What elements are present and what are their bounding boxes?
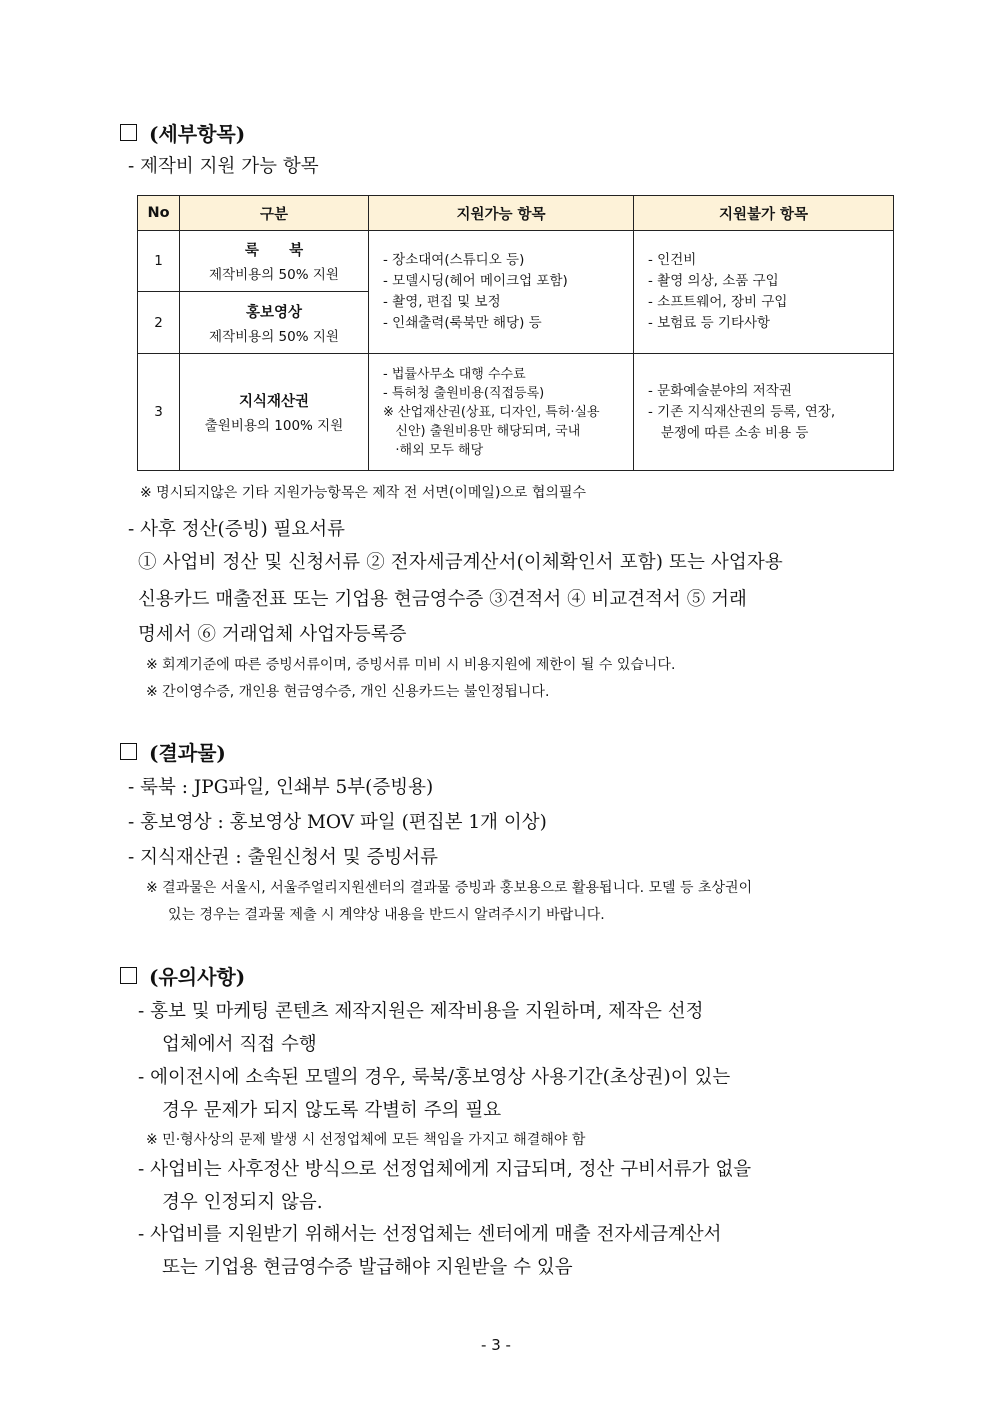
section-heading-results <box>120 737 226 766</box>
notice-item-cont: 업체에서 직접 수행 <box>162 1034 317 1055</box>
list-item: - 소프트웨어, 장비 구입 <box>648 294 788 310</box>
list-item: - 인쇄출력(룩북만 해당) 등 <box>383 315 542 331</box>
row-category <box>180 292 369 354</box>
header-disallowed: 지원불가 항목 <box>634 196 894 231</box>
list-item: ·해외 모두 해당 <box>383 442 484 458</box>
support-items-table <box>137 195 894 471</box>
notice-item: - 에이전시에 소속된 모델의 경우, 룩북/홍보영상 사용기간(초상권)이 있는 <box>138 1067 731 1088</box>
result-note: ※ 결과물은 서울시, 서울주얼리지원센터의 결과물 증빙과 홍보용으로 활용됩니다. 모델 등 초상권이 <box>146 880 753 896</box>
category-subtitle: 제작비용의 50% 지원 <box>209 328 339 345</box>
section-heading-label: (유의사항) <box>149 965 246 989</box>
notice-item-cont: 경우 인정되지 않음. <box>162 1192 323 1213</box>
allowed-items-cell <box>369 231 634 354</box>
notice-item: - 사업비는 사후정산 방식으로 선정업체에게 지급되며, 정산 구비서류가 없을 <box>138 1159 752 1180</box>
table-row <box>138 354 894 471</box>
header-no: No <box>138 196 180 231</box>
checkbox-square-icon <box>120 124 137 141</box>
row-category <box>180 231 369 292</box>
category-subtitle: 출원비용의 100% 지원 <box>204 418 344 434</box>
list-item: ※ 산업재산권(상표, 디자인, 특허·실용 <box>383 404 600 420</box>
list-item: - 보험료 등 기타사항 <box>648 315 771 331</box>
list-item: 분쟁에 따른 소송 비용 등 <box>648 424 809 441</box>
notice-item: - 홍보 및 마케팅 콘텐츠 제작지원은 제작비용을 지원하며, 제작은 선정 <box>138 1001 704 1022</box>
result-item: - 룩북 : JPG파일, 인쇄부 5부(증빙용) <box>128 777 434 798</box>
row-category <box>180 354 369 471</box>
settlement-text: ① 사업비 정산 및 신청서류 ② 전자세금계산서(이체확인서 포함) 또는 사업자용 <box>138 552 783 573</box>
category-title: 룩 북 <box>244 243 304 259</box>
section-heading-label: (세부항목) <box>149 122 246 146</box>
list-item: - 촬영, 편집 및 보정 <box>383 294 501 310</box>
list-item: - 기존 지식재산권의 등록, 연장, <box>648 403 836 420</box>
row-no: 1 <box>138 231 180 292</box>
notice-note: ※ 민·형사상의 문제 발생 시 선정업체에 모든 책임을 가지고 해결해야 함 <box>146 1132 586 1148</box>
checkbox-square-icon <box>120 967 137 984</box>
support-items-subheading: - 제작비 지원 가능 항목 <box>128 156 319 177</box>
list-item: 신안) 출원비용만 해당되며, 국내 <box>383 423 581 439</box>
settlement-line: 신용카드 매출전표 또는 기업용 현금영수증 ③견적서 ④ 비교견적서 ⑤ 거래 <box>138 589 747 610</box>
notice-item-cont: 또는 기업용 현금영수증 발급해야 지원받을 수 있음 <box>162 1257 573 1278</box>
disallowed-items-cell <box>634 231 894 354</box>
section-heading-details <box>120 118 245 147</box>
header-category: 구분 <box>180 196 369 231</box>
settlement-note: ※ 간이영수증, 개인용 현금영수증, 개인 신용카드는 불인정됩니다. <box>146 684 550 700</box>
section-heading-label: (결과물) <box>149 741 226 765</box>
category-title: 홍보영상 <box>245 304 303 321</box>
list-item: - 문화예술분야의 저작권 <box>648 382 792 399</box>
allowed-items-cell <box>369 354 634 471</box>
category-title: 지식재산권 <box>238 394 310 410</box>
notice-item: - 사업비를 지원받기 위해서는 선정업체는 센터에게 매출 전자세금계산서 <box>138 1224 722 1245</box>
list-item: - 법률사무소 대행 수수료 <box>383 366 526 382</box>
result-item: - 홍보영상 : 홍보영상 MOV 파일 (편집본 1개 이상) <box>128 812 547 833</box>
section-heading-notices <box>120 961 245 990</box>
notice-item-cont: 경우 문제가 되지 않도록 각별히 주의 필요 <box>162 1100 502 1121</box>
table-header-row <box>138 196 894 231</box>
settlement-heading: - 사후 정산(증빙) 필요서류 <box>128 519 346 540</box>
table-note: ※ 명시되지않은 기타 지원가능항목은 제작 전 서면(이메일)으로 협의필수 <box>140 485 586 501</box>
settlement-line: 명세서 ⑥ 거래업체 사업자등록증 <box>138 624 407 645</box>
row-no: 3 <box>138 354 180 471</box>
list-item: - 촬영 의상, 소품 구입 <box>648 273 779 289</box>
result-note: 있는 경우는 결과물 제출 시 계약상 내용을 반드시 알려주시기 바랍니다. <box>168 907 605 923</box>
list-item: - 특허청 출원비용(직접등록) <box>383 385 545 401</box>
row-no: 2 <box>138 292 180 354</box>
page-number: - 3 - <box>481 1336 511 1354</box>
list-item: - 인건비 <box>648 252 697 268</box>
disallowed-items-cell <box>634 354 894 471</box>
settlement-note: ※ 회계기준에 따른 증빙서류이며, 증빙서류 미비 시 비용지원에 제한이 될 수 있습니다. <box>146 657 676 673</box>
list-item: - 모델시딩(헤어 메이크업 포함) <box>383 273 568 289</box>
checkbox-square-icon <box>120 743 137 760</box>
result-item: - 지식재산권 : 출원신청서 및 증빙서류 <box>128 847 438 868</box>
table-row <box>138 231 894 292</box>
list-item: - 장소대여(스튜디오 등) <box>383 252 525 268</box>
category-subtitle: 제작비용의 50% 지원 <box>209 267 339 283</box>
header-allowed: 지원가능 항목 <box>369 196 634 231</box>
settlement-line <box>138 548 898 574</box>
